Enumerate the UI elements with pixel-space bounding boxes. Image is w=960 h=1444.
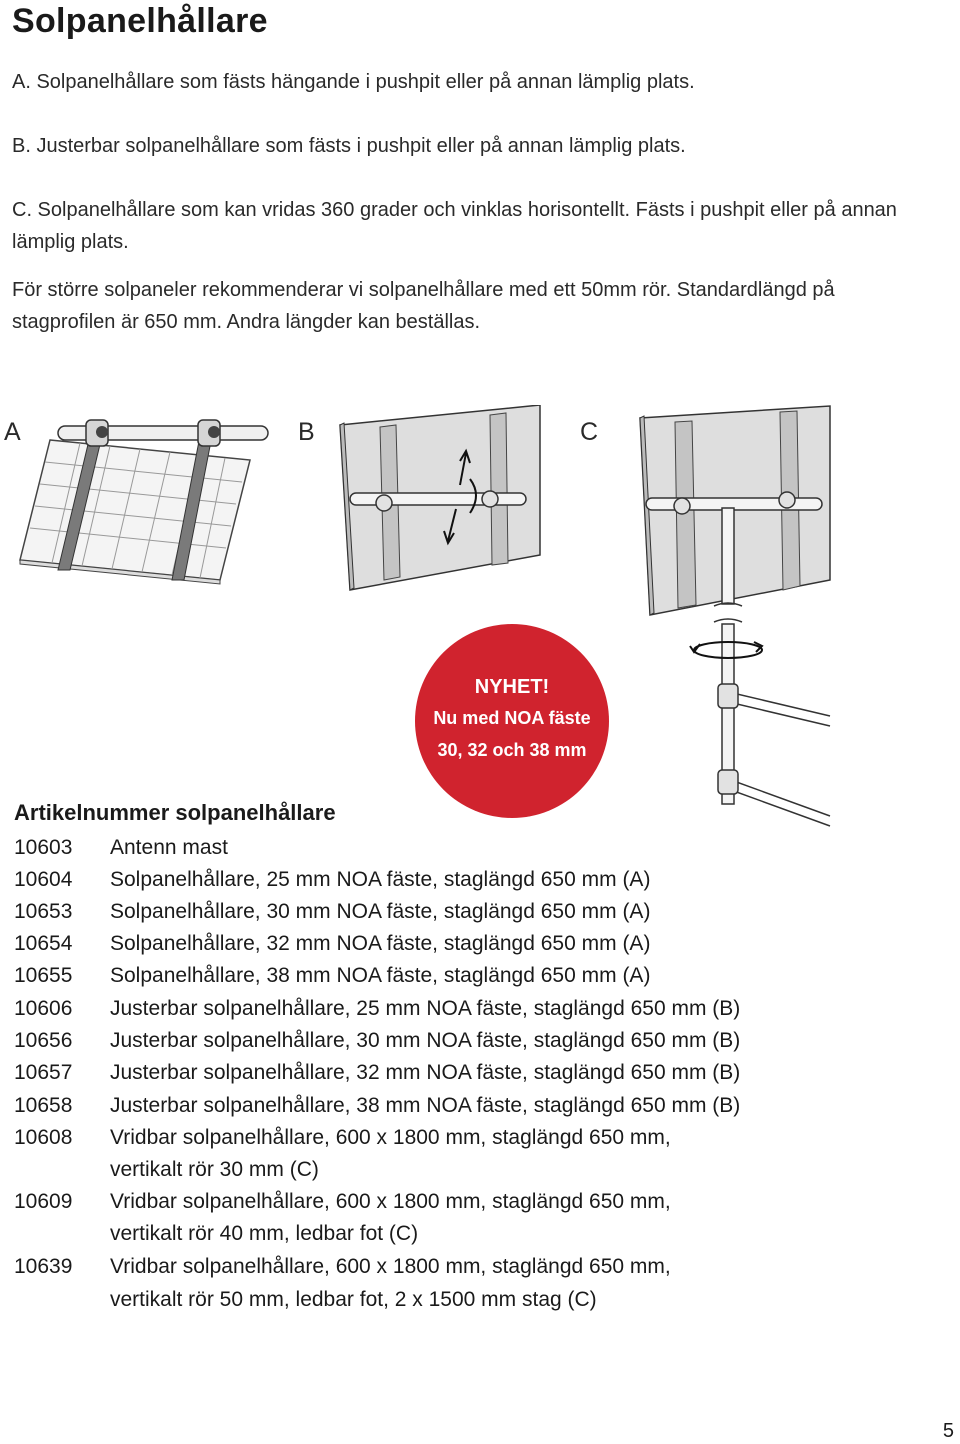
article-number: 10603: [14, 836, 73, 859]
article-number: 10655: [14, 964, 73, 987]
article-description: Vridbar solpanelhållare, 600 x 1800 mm, staglängd 650 mm,: [110, 1190, 671, 1213]
figure-label-b: B: [298, 418, 315, 446]
article-description-line-2: vertikalt rör 40 mm, ledbar fot (C): [110, 1222, 419, 1245]
article-description: Justerbar solpanelhållare, 32 mm NOA fäste, staglängd 650 mm (B): [110, 1061, 741, 1084]
illustration-holder-a: [10, 410, 280, 590]
badge-headline: NYHET!: [474, 676, 550, 698]
paragraph-b: B. Justerbar solpanelhållare som fästs i pushpit eller på annan lämplig plats.: [12, 135, 686, 157]
article-description: Justerbar solpanelhållare, 25 mm NOA fäste, staglängd 650 mm (B): [110, 997, 741, 1020]
illustration-holder-c: [630, 400, 850, 830]
article-number: 10654: [14, 932, 73, 955]
article-number: 10658: [14, 1094, 73, 1117]
illustration-holder-b: [320, 405, 560, 595]
article-description-line-2: vertikalt rör 30 mm (C): [110, 1158, 319, 1181]
article-number: 10604: [14, 868, 73, 891]
article-list-heading: Artikelnummer solpanelhållare: [14, 800, 336, 825]
article-number: 10656: [14, 1029, 73, 1052]
article-number: 10609: [14, 1190, 73, 1213]
figure-label-a: A: [4, 418, 21, 446]
paragraph-recommendation: För större solpaneler rekommenderar vi solpanelhållare med ett 50mm rör. Standardlängd på stagprofilen är 650 mm. Andra längder kan beställas.: [12, 279, 835, 333]
article-description-line-2: vertikalt rör 50 mm, ledbar fot, 2 x 1500 mm stag (C): [110, 1288, 597, 1311]
article-number: 10657: [14, 1061, 73, 1084]
page-number: 5: [942, 1420, 954, 1442]
paragraph-a: A. Solpanelhållare som fästs hängande i pushpit eller på annan lämplig plats.: [12, 71, 695, 93]
article-description: Antenn mast: [110, 836, 228, 859]
article-description: Vridbar solpanelhållare, 600 x 1800 mm, staglängd 650 mm,: [110, 1126, 671, 1149]
article-description: Solpanelhållare, 30 mm NOA fäste, staglängd 650 mm (A): [110, 900, 651, 923]
article-description: Solpanelhållare, 38 mm NOA fäste, staglängd 650 mm (A): [110, 964, 651, 987]
article-description: Justerbar solpanelhållare, 30 mm NOA fäste, staglängd 650 mm (B): [110, 1029, 741, 1052]
paragraph-c: C. Solpanelhållare som kan vridas 360 grader och vinklas horisontellt. Fästs i pushpit eller på annan lämplig plats.: [12, 199, 897, 253]
article-description: Solpanelhållare, 25 mm NOA fäste, staglängd 650 mm (A): [110, 868, 651, 891]
article-description: Solpanelhållare, 32 mm NOA fäste, staglängd 650 mm (A): [110, 932, 651, 955]
badge-line-3: 30, 32 och 38 mm: [437, 740, 587, 760]
article-description: Vridbar solpanelhållare, 600 x 1800 mm, staglängd 650 mm,: [110, 1255, 671, 1278]
new-product-badge: [415, 624, 609, 818]
article-number: 10653: [14, 900, 73, 923]
article-description: Justerbar solpanelhållare, 38 mm NOA fäste, staglängd 650 mm (B): [110, 1094, 741, 1117]
figure-label-c: C: [580, 418, 599, 446]
article-number: 10608: [14, 1126, 73, 1149]
page-title: Solpanelhållare: [12, 2, 268, 40]
article-number: 10606: [14, 997, 73, 1020]
article-number: 10639: [14, 1255, 73, 1278]
badge-line-2: Nu med NOA fäste: [433, 708, 591, 728]
